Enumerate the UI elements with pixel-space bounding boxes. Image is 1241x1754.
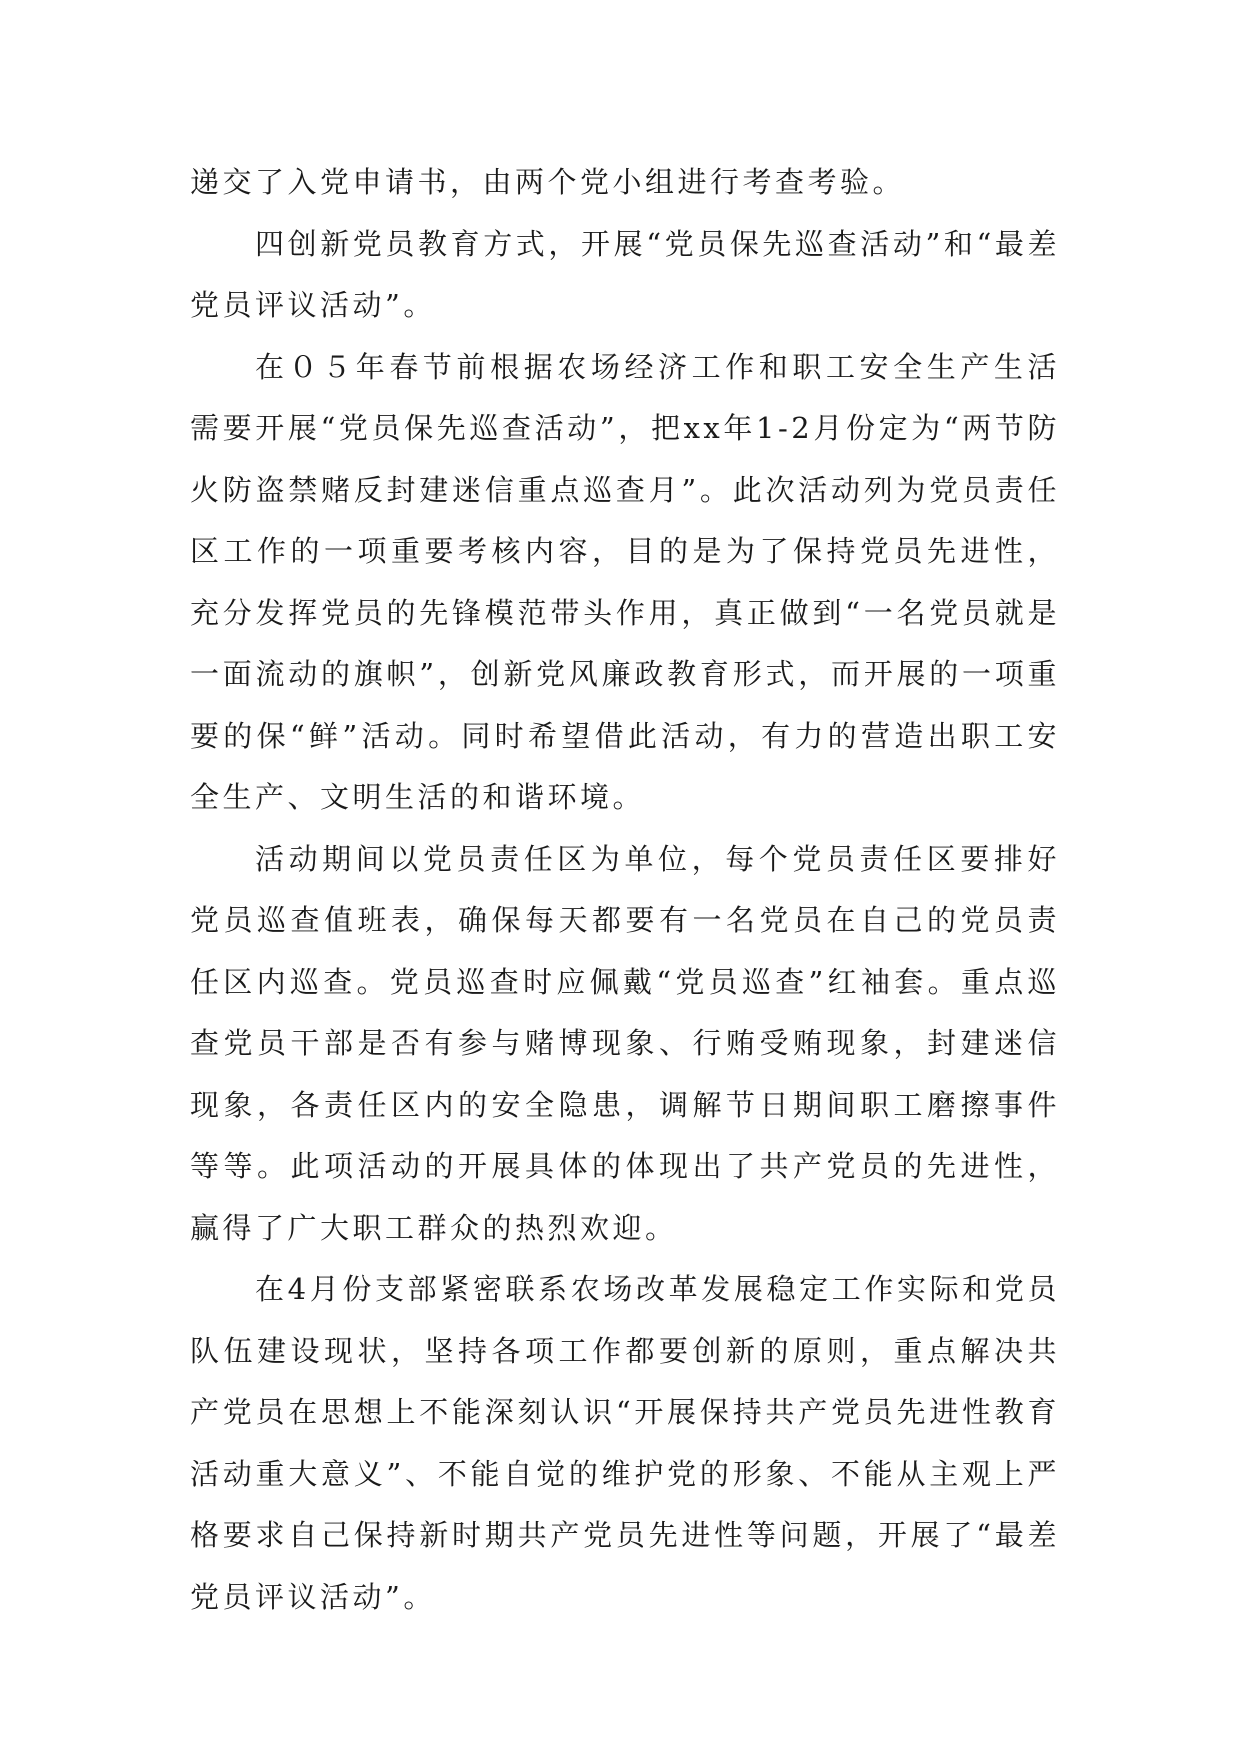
document-body: [190, 152, 1060, 1628]
paragraph-3: 在０５年春节前根据农场经济工作和职工安全生产生活需要开展“党员保先巡查活动”，把xx年1-2月份定为“两节防火防盗禁赌反封建迷信重点巡查月”。此次活动列为党员责任区工作的一项重要考核内容，目的是为了保持党员先进性，充分发挥党员的先锋模范带头作用，真正做到“一名党员就是一面流动的旗帜”，创新党风廉政教育形式，而开展的一项重要的保“鲜”活动。同时希望借此活动，有力的营造出职工安全生产、文明生活的和谐环境。: [190, 349, 1060, 814]
paragraph-4: 活动期间以党员责任区为单位，每个党员责任区要排好党员巡查值班表，确保每天都要有一名党员在自己的党员责任区内巡查。党员巡查时应佩戴“党员巡查”红袖套。重点巡查党员干部是否有参与赌博现象、行贿受贿现象，封建迷信现象，各责任区内的安全隐患，调解节日期间职工磨擦事件等等。此项活动的开展具体的体现出了共产党员的先进性，赢得了广大职工群众的热烈欢迎。: [190, 841, 1060, 1245]
paragraph-5: 在4月份支部紧密联系农场改革发展稳定工作实际和党员队伍建设现状，坚持各项工作都要创新的原则，重点解决共产党员在思想上不能深刻认识“开展保持共产党员先进性教育活动重大意义”、不能自觉的维护党的形象、不能从主观上严格要求自己保持新时期共产党员先进性等问题，开展了“最差党员评议活动”。: [190, 1272, 1060, 1614]
paragraph-1: 递交了入党申请书，由两个党小组进行考查考验。: [190, 165, 906, 199]
paragraph-2: 四创新党员教育方式，开展“党员保先巡查活动”和“最差党员评议活动”。: [190, 226, 1060, 322]
